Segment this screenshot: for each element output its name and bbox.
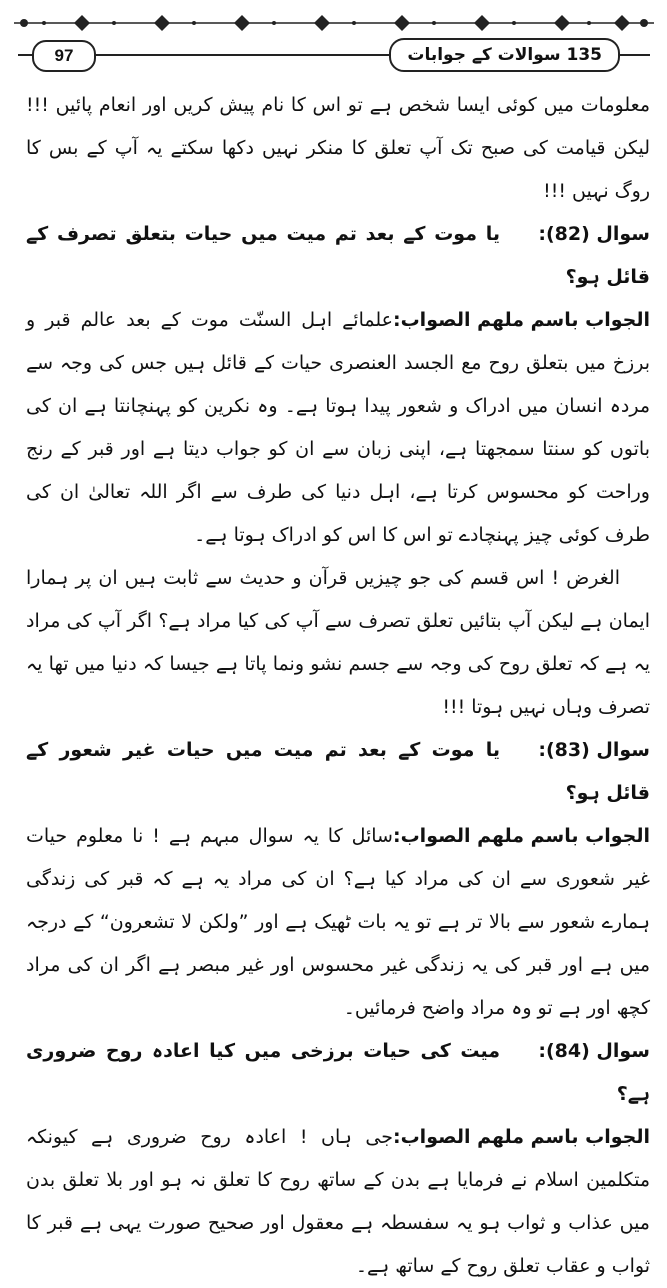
question-84-text: میت کی حیات برزخی میں کیا اعادہ روح ضروری ہے؟ (26, 1040, 650, 1105)
question-82 (26, 213, 650, 299)
answer-83-text: سائل کا یہ سوال مبہم ہے ! نا معلوم حیات غیر شعوری سے ان کی مراد کیا ہے؟ ان کی مراد یہ ہے کہ قبر کی زندگی ہمارے شعور سے بالا تر ہے تو یہ بات ٹھیک ہے اور ”ولکن لا تشعرون“ کے درجہ میں ہے اور قبر کی یہ زندگی غیر محسوس اور غیر مبصر ہے اگر ان کی مراد کچھ اور ہے تو وہ مراد واضح فرمائیں۔ (26, 825, 650, 1019)
answer-82-text: علمائے اہل السنّت موت کے بعد عالم قبر و برزخ میں بتعلق روح مع الجسد العنصری حیات کے قائل ہیں جس کی وجہ سے مردہ انسان میں ادراک و شعور پیدا ہوتا ہے۔ وہ نکرین کو پہنچانتا ہے ان کی باتوں کو سنتا سمجھتا ہے، اپنی زبان سے ان کو جواب دیتا ہے اور قبر کے رنج وراحت کو محسوس کرتا ہے، اہل دنیا کی طرف سے اگر اللہ تعالیٰ ان کی طرف کوئی چیز پہنچادے تو اس کا اس کو ادراک ہوتا ہے۔ (26, 309, 650, 546)
answer-83-label: الجواب باسم ملھم الصواب: (392, 825, 650, 847)
page-body (26, 84, 650, 1277)
book-title: 135 سوالات کے جوابات (389, 38, 620, 72)
question-84-label: سوال (84): (538, 1040, 650, 1062)
question-83 (26, 729, 650, 815)
answer-84-text: جی ہاں ! اعادہ روح ضروری ہے کیونکہ متکلمین اسلام نے فرمایا ہے بدن کے ساتھ روح کا تعلق نہ ہو اور بلا تعلق بدن میں عذاب و ثواب ہو یہ سفسطہ ہے معقول اور صحیح صورت یہی ہے قبر کا ثواب و عقاب تعلق روح کے ساتھ ہے۔ (26, 1126, 650, 1277)
page-number: 97 (32, 40, 96, 72)
top-ornament-border (14, 10, 654, 36)
page-header (18, 38, 650, 72)
answer-84 (26, 1116, 650, 1288)
answer-82 (26, 299, 650, 557)
answer-83 (26, 815, 650, 1030)
question-83-text: یا موت کے بعد تم میت میں حیات غیر شعور کے قائل ہو؟ (26, 739, 650, 804)
question-82-text: یا موت کے بعد تم میت میں حیات بتعلق تصرف کے قائل ہو؟ (26, 223, 650, 288)
paragraph-algharz: الغرض ! اس قسم کی جو چیزیں قرآن و حدیث سے ثابت ہیں ان پر ہمارا ایمان ہے لیکن آپ بتائیں تعلق تصرف سے آپ کی کیا مراد ہے؟ اگر آپ کی مراد یہ ہے کہ تعلق روح کی وجہ سے جسم نشو ونما پاتا ہے جیسا کہ دنیا میں تھا یہ تصرف وہاں نہیں ہوتا !!! (26, 567, 650, 718)
answer-82-label: الجواب باسم ملھم الصواب: (392, 309, 650, 331)
question-84 (26, 1030, 650, 1116)
paragraph-intro: معلومات میں کوئی ایسا شخص ہے تو اس کا نام پیش کریں اور انعام پائیں !!! لیکن قیامت کی صبح تک آپ تعلق کا منکر نہیں دکھا سکتے یہ آپ کے بس کا روگ نہیں !!! (26, 94, 650, 202)
question-82-label: سوال (82): (538, 223, 650, 245)
question-83-label: سوال (83): (538, 739, 650, 761)
answer-84-label: الجواب باسم ملھم الصواب: (392, 1126, 650, 1148)
